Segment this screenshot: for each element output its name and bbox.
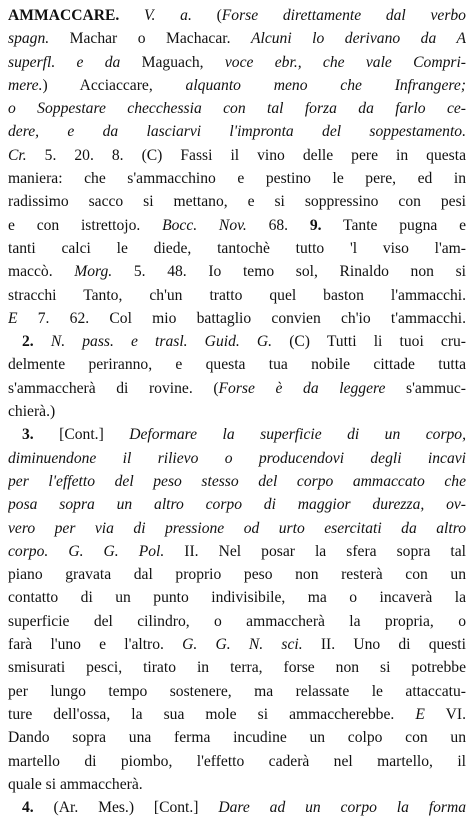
entry-line [8,214,466,237]
entry-line [8,237,466,260]
text-segment: II. Nel posar la sfera sopra tal [164,542,466,560]
entry-line [8,680,466,703]
text-segment: martello di piombo, l'effetto caderà nel martello, il [8,752,466,770]
text-segment: diminuendone il rilievo o producendovi degli incavi [8,449,466,467]
text-segment: stracchi Tanto, ch'un tratto quel baston l'ammacchi. [8,286,466,304]
entry-line [8,423,466,446]
text-segment [119,7,144,24]
entry-line [8,703,466,726]
entry-line [8,563,466,586]
entry-line [8,610,466,633]
text-segment: s'ammuc- [385,379,466,397]
entry-line [8,470,466,493]
text-segment: AMMACCARE. [8,7,120,24]
text-segment: 2. [22,333,51,351]
text-segment: N. pass. e trasl. Guid. G. [50,333,273,351]
text-segment: Forse è da leggere [218,379,386,397]
entry-line [8,260,466,283]
text-segment: spagn. [8,30,50,48]
text-segment: Maguach, [120,53,225,71]
entry-line [8,656,466,679]
entry-line [8,540,466,563]
entry-line [8,284,466,307]
text-segment: superfl. e da [8,53,121,71]
text-segment: vero per via di pressione od urto esercitati da altro [8,519,466,537]
text-segment: Cr. [8,146,27,164]
text-segment: maccò. [8,263,75,281]
text-segment: delmente periranno, e questa tua nobile cittade tutta [8,356,466,374]
text-segment: G. G. N. sci. [182,636,303,654]
text-segment: Deformare la superficie di un corpo, [129,426,466,444]
text-segment: piano gravata dal proprio peso non resterà con un [8,566,466,584]
text-segment: radissimo sacco si mettano, e si soppressino con pesi [8,193,466,211]
text-segment: E [8,309,18,327]
text-segment: V. a. [144,7,192,24]
text-segment: Tante pugna e [321,216,466,234]
entry-line [8,4,466,27]
text-segment: farà l'uno e l'altro. [8,636,183,654]
entry-line [8,330,466,353]
text-segment: 7. 62. Col mio battaglio convien ch'io t'ammacchi. [17,309,466,327]
text-segment: 4. [22,799,54,817]
entry-line [8,120,466,143]
text-segment: Forse direttamente dal verbo [221,7,466,24]
text-segment: 5. 20. 8. (C) Fassi il vino delle pere in questa [26,146,466,164]
text-segment: per lungo tempo sostenere, ma relassate le attaccatu- [8,682,466,700]
text-segment: ( [191,7,222,24]
text-segment: 9. [309,216,322,234]
entry-line [8,167,466,190]
entry-line [8,27,466,50]
text-segment: [Cont.] [59,426,130,444]
text-segment: II. Uno di questi [302,636,466,654]
entry-line [8,796,466,819]
entry-line [8,377,466,400]
entry-line [8,144,466,167]
text-segment: (Ar. Mes.) [Cont.] [53,799,219,817]
text-segment: Dare ad un corpo la forma [218,799,466,817]
entry-line [8,190,466,213]
text-segment: superficie del cilindro, o ammaccherà la propria, o [8,612,466,630]
entry-line [8,773,466,796]
text-segment: smisurati pesci, tirato in terra, forse non si potrebbe [8,659,466,677]
text-segment: Morg. [74,263,113,281]
text-segment: tanti calci le diede, tantochè tutto 'l viso l'am- [8,239,466,257]
text-segment: Dando sopra una ferma incudine un colpo con un [8,729,466,747]
text-segment: o Soppestare checchessia con tal forza da farlo ce- [8,100,466,118]
entry-line [8,517,466,540]
text-segment: corpo. G. G. Pol. [8,542,165,560]
entry-line [8,51,466,74]
entry-line [8,750,466,773]
text-segment: mere. [8,76,43,94]
text-segment: voce ebr., che vale Compri- [224,53,466,71]
entry-line [8,400,466,423]
text-segment: maniera: che s'ammacchino e pestino le pere, ed in [8,170,466,188]
text-segment: alquanto meno che Infrangere; [185,76,466,94]
text-segment: 5. 48. Io temo sol, Rinaldo non si [112,263,466,281]
text-segment: chierà.) [8,403,56,421]
text-segment: e con istrettojo. [8,216,163,234]
text-segment: quale si ammaccherà. [8,775,143,793]
entry-line [8,74,466,97]
text-segment: s'ammaccherà di rovine. ( [8,379,219,397]
text-segment: ture dell'ossa, la sua mole si ammaccherebbe. [8,705,416,723]
entry-line [8,307,466,330]
text-segment: (C) Tutti li tuoi cru- [272,333,466,351]
entry-line [8,493,466,516]
entry-line [8,97,466,120]
text-segment: Bocc. Nov. [162,216,247,234]
entry-line [8,726,466,749]
text-segment: per l'effetto del peso stesso del corpo ammaccato che [8,472,466,490]
text-segment: posa sopra un altro corpo di maggior durezza, ov- [8,496,466,514]
text-segment: dere, e da lasciarvi l'impronta del soppestamento. [8,123,466,141]
text-segment: Alcuni lo derivano da A [250,30,466,48]
entry-line [8,633,466,656]
text-segment: E [415,705,425,723]
entry-line [8,353,466,376]
text-segment: ) Acciaccare, [42,76,186,94]
entry-line [8,447,466,470]
entry-line [8,586,466,609]
text-segment: Machar o Machacar. [49,30,251,48]
text-segment: 3. [22,426,60,444]
text-segment: 68. [246,216,310,234]
text-segment: contatto di un punto indivisibile, ma o incaverà la [8,589,466,607]
text-segment: VI. [424,705,466,723]
